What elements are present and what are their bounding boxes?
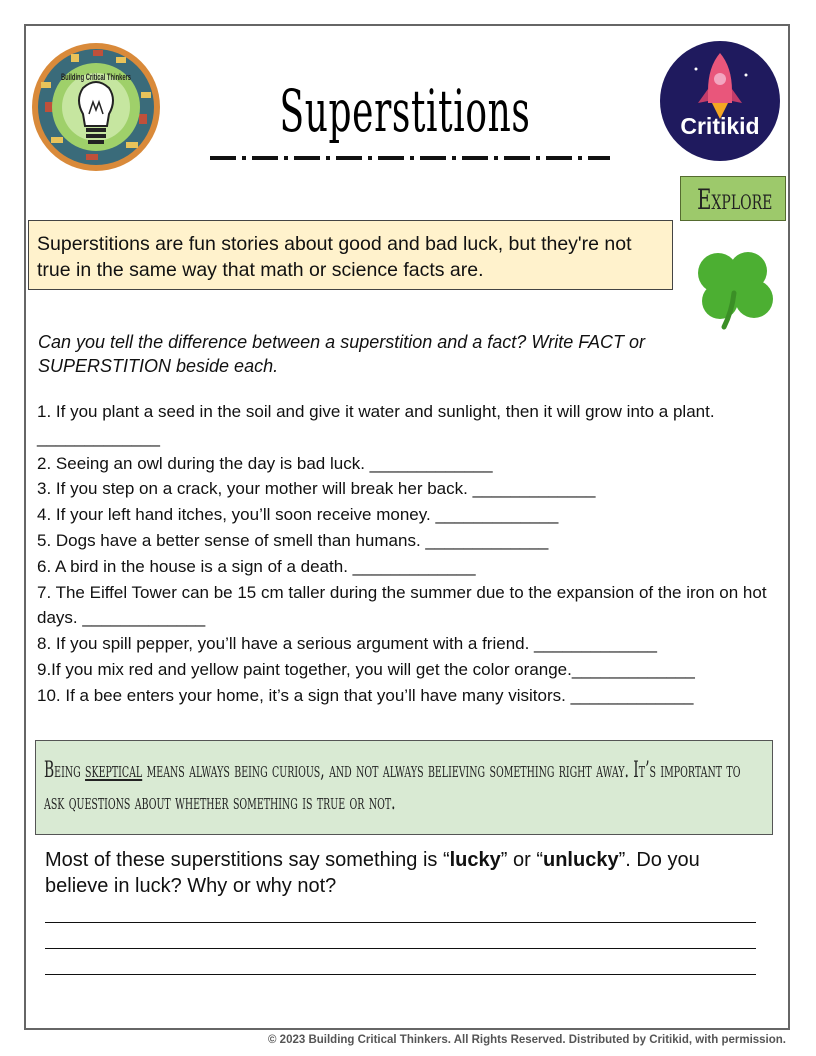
instructions: Can you tell the difference between a superstition and a fact? Write FACT or SUPERSTITION beside each. [38,332,645,376]
prompt-part3: ”. Do you believe in luck? Why or why not? [45,849,700,897]
critikid-logo-label: Critikid [680,113,760,139]
skeptical-word: skeptical [85,758,143,783]
question-item: 8. If you spill pepper, you’ll have a serious argument with a friend. _____________ [37,634,657,654]
question-item: 6. A bird in the house is a sign of a death. _____________ [37,556,476,576]
skeptical-box [35,740,773,835]
rocket-icon [660,41,780,161]
critikid-logo [660,41,780,161]
question-item: 7. The Eiffel Tower can be 15 cm taller during the summer due to the expansion of the iron on hot days. _____________ [37,582,767,628]
prompt-part1: Most of these superstitions say something is “ [45,849,450,871]
prompt-part2: ” or “ [500,849,543,871]
intro-text: Superstitions are fun stories about good and bad luck, but they're not true in the same way that math or science facts are. [37,233,632,281]
luck-prompt [45,847,765,899]
prompt-unlucky: unlucky [543,849,619,871]
prompt-lucky: lucky [449,849,501,871]
skeptical-after: means always being curious, and not always believing something right away. It’s important to ask questions about whether something is true or not. [44,758,741,815]
question-item: 5. Dogs have a better sense of smell than humans. _____________ [37,530,549,550]
question-item: 4. If your left hand itches, you’ll soon receive money. _____________ [37,505,559,525]
logo-left-label: Building Critical Thinkers [61,72,131,82]
title-dashed-rule [210,155,610,161]
copyright-footer: © 2023 Building Critical Thinkers. All Rights Reserved. Distributed by Critikid, with permission. [268,1034,786,1046]
clover-icon [690,247,778,331]
explore-tag-label: Explore [697,183,773,216]
answer-line[interactable] [45,974,756,975]
building-critical-thinkers-logo [31,42,161,172]
question-list [37,399,767,709]
question-item: 3. If you step on a crack, your mother will break her back. _____________ [37,479,596,499]
answer-line[interactable] [45,948,756,949]
question-item: 9.If you mix red and yellow paint together, you will get the color orange._____________ [37,659,695,679]
page-title: Superstitions [279,77,531,145]
skeptical-before: Being [44,758,86,783]
question-item: 1. If you plant a seed in the soil and give it water and sunlight, then it will grow into a plant. _____________ [37,402,715,447]
intro-box [28,220,673,290]
answer-line[interactable] [45,922,756,923]
explore-tag [680,176,786,221]
question-item: 10. If a bee enters your home, it’s a sign that you’ll have many visitors. _____________ [37,685,694,705]
skeptical-text [44,755,762,819]
question-item: 2. Seeing an owl during the day is bad luck. _____________ [37,453,493,473]
